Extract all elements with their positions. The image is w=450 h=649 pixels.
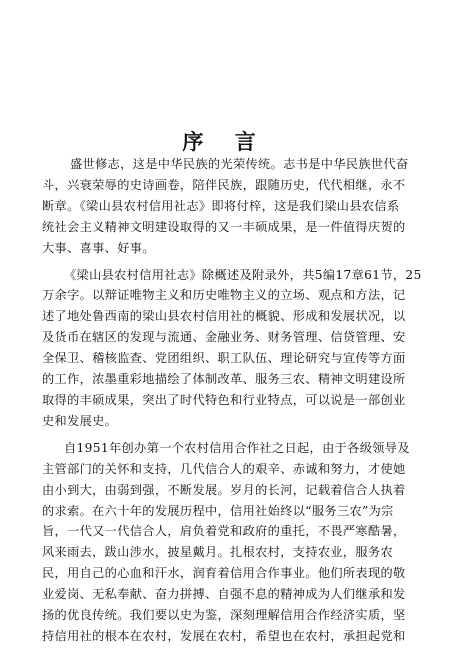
body-line-19: 风来雨去，跋山涉水，披星戴月。扎根农村，支持农业，服务农 bbox=[42, 545, 394, 559]
body-line-11: 的工作，浓墨重彩地描绘了体制改革、服务三农、精神文明建设所 bbox=[42, 372, 406, 386]
body-line-12: 取得的丰硕成果，突出了时代特色和行业特点，可以说是一部创业 bbox=[42, 393, 406, 407]
body-line-1: 盛世修志，这是中华民族的光荣传统。志书是中华民族世代奋 bbox=[70, 157, 409, 171]
body-line-21: 业爱岗、无私奉献、奋力拼搏、自强不息的精神成为人们继承和发 bbox=[42, 587, 406, 601]
body-line-23: 持信用社的根本在农村，发展在农村，希望也在农村，承担起党和 bbox=[42, 629, 406, 643]
body-line-5: 大事、喜事、好事。 bbox=[42, 241, 155, 255]
body-line-20: 民，用自己的心血和汗水，润育着信用合作事业。他们所表现的敬 bbox=[42, 566, 406, 580]
body-line-15: 主管部门的关怀和支持，几代信合人的艰辛、赤诚和努力，才使她 bbox=[42, 462, 406, 476]
preface-title: 序 言 bbox=[182, 129, 268, 154]
body-line-8: 述了地处鲁西南的梁山县农村信用社的概貌、形成和发展状况，以 bbox=[42, 309, 406, 323]
body-line-7: 万余字。以辩证唯物主义和历史唯物主义的立场、观点和方法，记 bbox=[42, 288, 406, 302]
body-line-3: 断章。《梁山县农村信用社志》即将付梓，这是我们梁山县农信系 bbox=[42, 199, 400, 213]
body-line-6: 《梁山县农村信用社志》除概述及附录外，共5编17章61节，25 bbox=[64, 268, 422, 282]
body-line-13: 史和发展史。 bbox=[42, 414, 118, 428]
body-line-4: 统社会主义精神文明建设取得的又一丰硕成果，是一件值得庆贺的 bbox=[42, 220, 406, 234]
body-line-16: 由小到大，由弱到强，不断发展。岁月的长河，记载着信合人执着 bbox=[42, 483, 406, 497]
body-line-2: 斗，兴衰荣辱的史诗画卷，陪伴民族，跟随历史，代代相继，永不 bbox=[42, 178, 406, 192]
body-line-17: 的求索。在六十年的发展历程中，信用社始终以“服务三农”为宗 bbox=[42, 504, 394, 518]
body-line-14: 自1951年创办第一个农村信用合作社之日起，由于各级领导及 bbox=[64, 441, 410, 455]
body-line-22: 扬的优良传统。我们要以史为鉴，深刻理解信用合作经济实质，坚 bbox=[42, 608, 406, 622]
body-line-18: 旨，一代又一代信合人，肩负着党和政府的重托，不畏严寒酷暑， bbox=[42, 524, 406, 538]
body-line-9: 及货币在辖区的发现与流通、金融业务、财务管理、信贷管理、安 bbox=[42, 330, 406, 344]
body-line-10: 全保卫、稽核监查、党团组织、职工队伍、理论研究与宣传等方面 bbox=[42, 351, 406, 365]
